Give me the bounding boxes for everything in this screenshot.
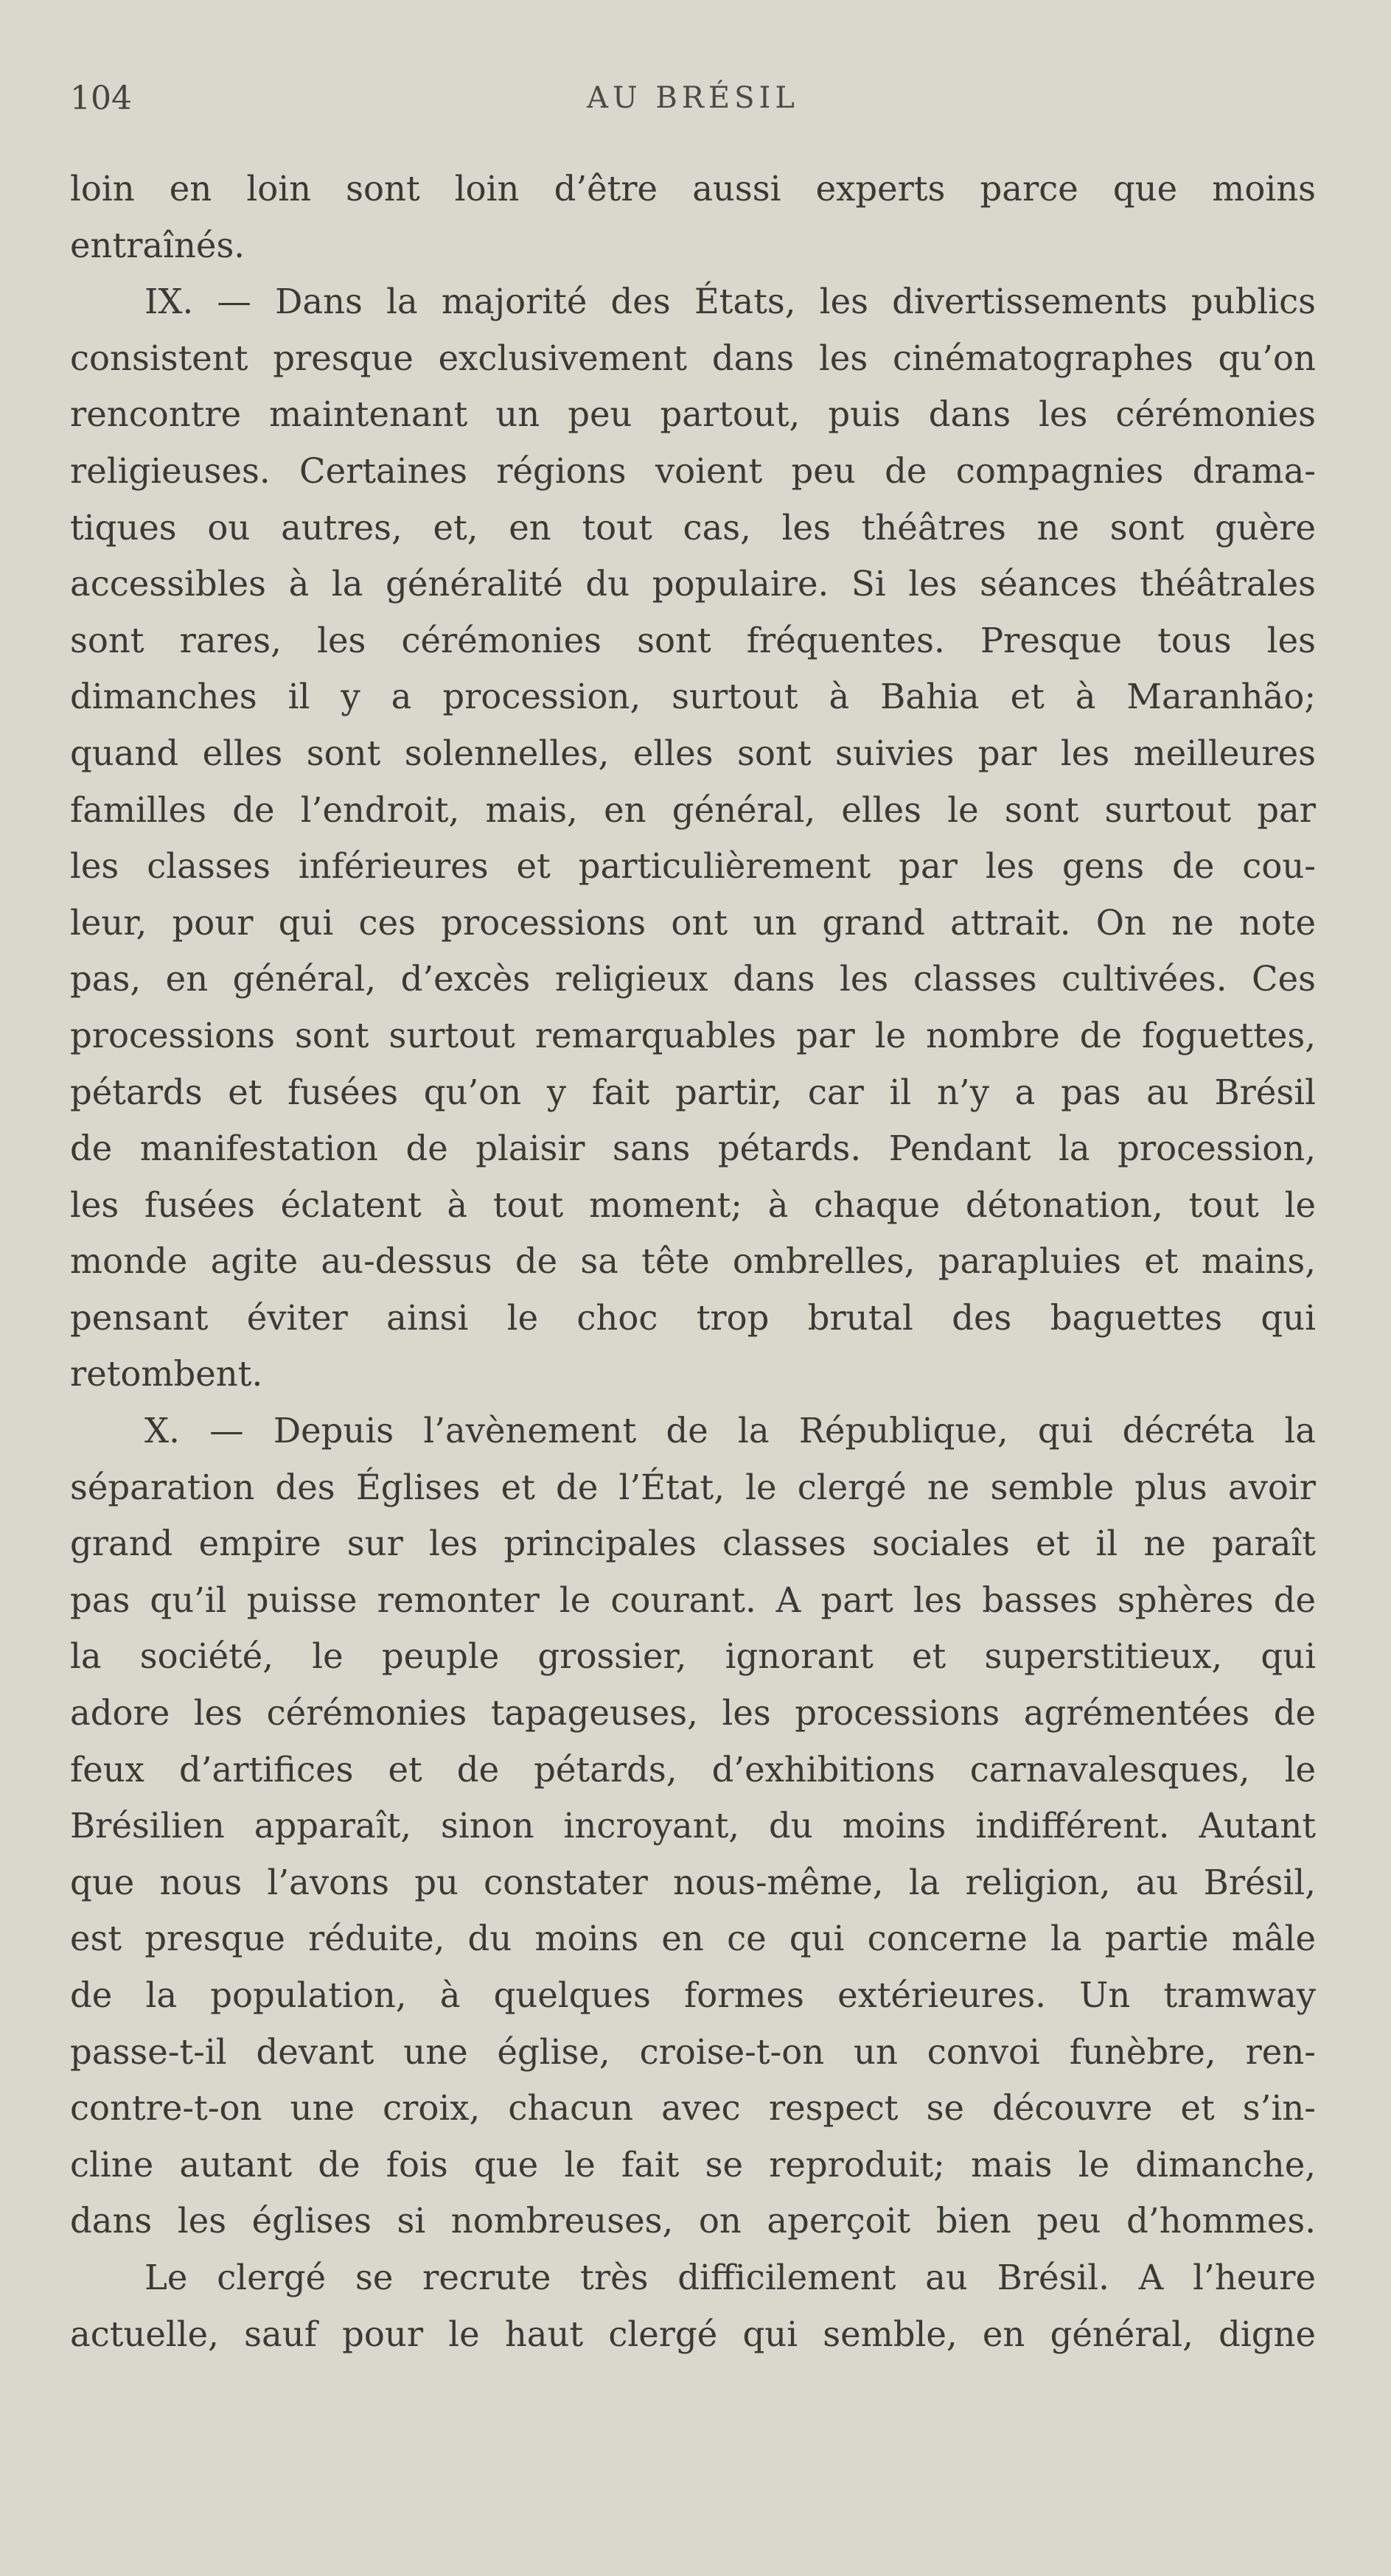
text-line: passe-t-il devant une église, croise-t-on un convoi funèbre, ren- [70, 2031, 1316, 2072]
text-line: cline autant de fois que le fait se reproduit; mais le dimanche, [70, 2144, 1316, 2185]
text-line: les classes inférieures et particulièrement par les gens de cou- [70, 846, 1316, 887]
text-line: dimanches il y a procession, surtout à Bahia et à Maranhão; [70, 677, 1316, 717]
text-line: Le clergé se recrute très difficilement au Brésil. A l’heure [144, 2257, 1316, 2297]
text-line: pas qu’il puisse remonter le courant. A part les basses sphères de [70, 1580, 1316, 1620]
text-line: que nous l’avons pu constater nous-même, la religion, au Brésil, [70, 1862, 1316, 1902]
text-line: retombent. [70, 1354, 263, 1395]
text-line: sont rares, les cérémonies sont fréquentes. Presque tous les [70, 620, 1316, 660]
text-line: de manifestation de plaisir sans pétards. Pendant la procession, [70, 1128, 1316, 1169]
text-line: pétards et fusées qu’on y fait partir, car il n’y a pas au Brésil [70, 1072, 1316, 1112]
text-line: est presque réduite, du moins en ce qui concerne la partie mâle [70, 1919, 1316, 1959]
text-line: pas, en général, d’excès religieux dans les classes cultivées. Ces [70, 959, 1316, 999]
running-head [70, 80, 1316, 124]
running-title: AU BRÉSIL [587, 81, 799, 115]
text-line: actuelle, sauf pour le haut clergé qui semble, en général, digne [70, 2314, 1316, 2354]
text-line: de la population, à quelques formes extérieures. Un tramway [70, 1975, 1316, 2015]
text-line: quand elles sont solennelles, elles sont suivies par les meilleures [70, 733, 1316, 773]
text-line: feux d’artifices et de pétards, d’exhibitions carnavalesques, le [70, 1749, 1316, 1790]
text-line: pensant éviter ainsi le choc trop brutal des baguettes qui [70, 1297, 1316, 1338]
text-line: grand empire sur les principales classes sociales et il ne paraît [70, 1523, 1316, 1564]
text-line: religieuses. Certaines régions voient peu de compagnies drama- [70, 450, 1316, 491]
text-line: adore les cérémonies tapageuses, les processions agrémentées de [70, 1693, 1316, 1734]
text-line: X. — Depuis l’avènement de la République, qui décréta la [144, 1411, 1316, 1451]
text-line: monde agite au-dessus de sa tête ombrelles, parapluies et mains, [70, 1241, 1316, 1282]
text-line: la société, le peuple grossier, ignorant et superstitieux, qui [70, 1636, 1316, 1677]
text-line: familles de l’endroit, mais, en général, elles le sont surtout par [70, 789, 1316, 830]
text-line: consistent presque exclusivement dans les cinématographes qu’on [70, 338, 1316, 378]
text-line: IX. — Dans la majorité des États, les divertissements publics [144, 282, 1316, 322]
page-number: 104 [70, 80, 132, 117]
text-line: loin en loin sont loin d’être aussi experts parce que moins [70, 169, 1316, 209]
text-line: leur, pour qui ces processions ont un grand attrait. On ne note [70, 902, 1316, 943]
text-line: séparation des Églises et de l’État, le clergé ne semble plus avoir [70, 1467, 1316, 1507]
text-line: rencontre maintenant un peu partout, puis dans les cérémonies [70, 394, 1316, 435]
text-line: les fusées éclatent à tout moment; à chaque détonation, tout le [70, 1184, 1316, 1225]
text-line: entraînés. [70, 225, 245, 265]
text-line: tiques ou autres, et, en tout cas, les théâtres ne sont guère [70, 507, 1316, 548]
text-line: Brésilien apparaît, sinon incroyant, du moins indifférent. Autant [70, 1806, 1316, 1846]
text-line: contre-t-on une croix, chacun avec respect se découvre et s’in- [70, 2088, 1316, 2129]
text-line: dans les églises si nombreuses, on aperçoit bien peu d’hommes. [70, 2201, 1316, 2241]
body-text [70, 161, 1316, 2362]
text-line: accessibles à la généralité du populaire. Si les séances théâtrales [70, 564, 1316, 604]
text-line: processions sont surtout remarquables par le nombre de foguettes, [70, 1015, 1316, 1055]
